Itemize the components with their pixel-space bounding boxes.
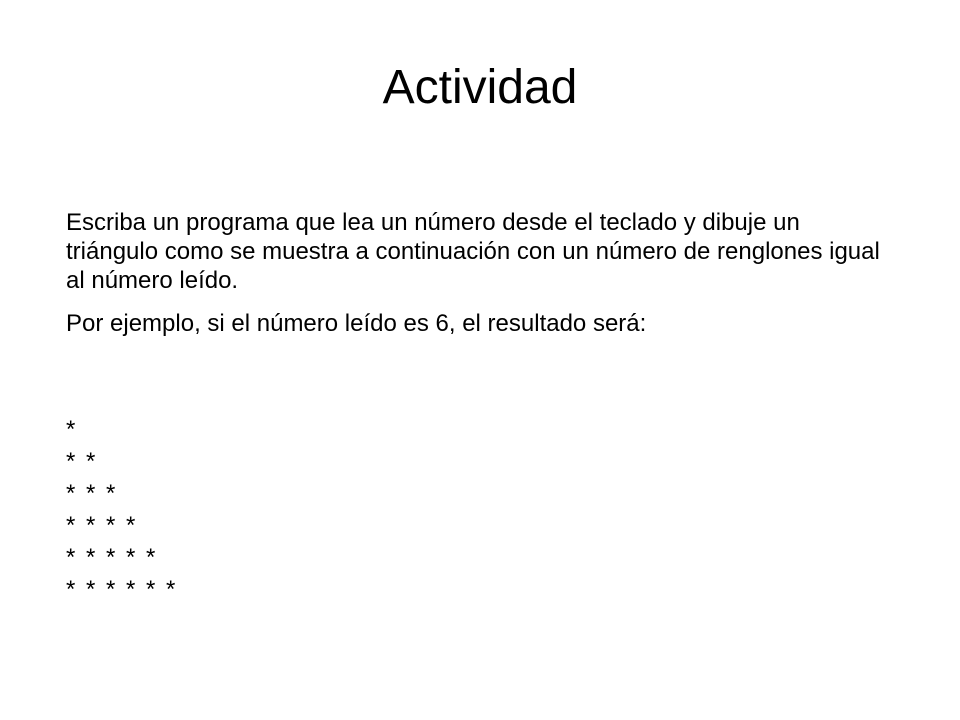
slide-title: Actividad	[382, 61, 578, 114]
triangle-row: * * * * * *	[66, 576, 178, 603]
example-paragraph: Por ejemplo, si el número leído es 6, el resultado será:	[66, 310, 647, 337]
triangle-row: * *	[66, 448, 98, 475]
slide-body	[66, 208, 896, 338]
asterisk-triangle	[66, 414, 177, 606]
triangle-row: *	[66, 416, 78, 443]
triangle-row: * * * *	[66, 512, 138, 539]
instruction-paragraph: Escriba un programa que lea un número desde el teclado y dibuje un triángulo como se muestra a continuación con un número de renglones igual al número leído.	[66, 209, 880, 294]
triangle-row: * * *	[66, 480, 118, 507]
triangle-row: * * * * *	[66, 544, 158, 571]
